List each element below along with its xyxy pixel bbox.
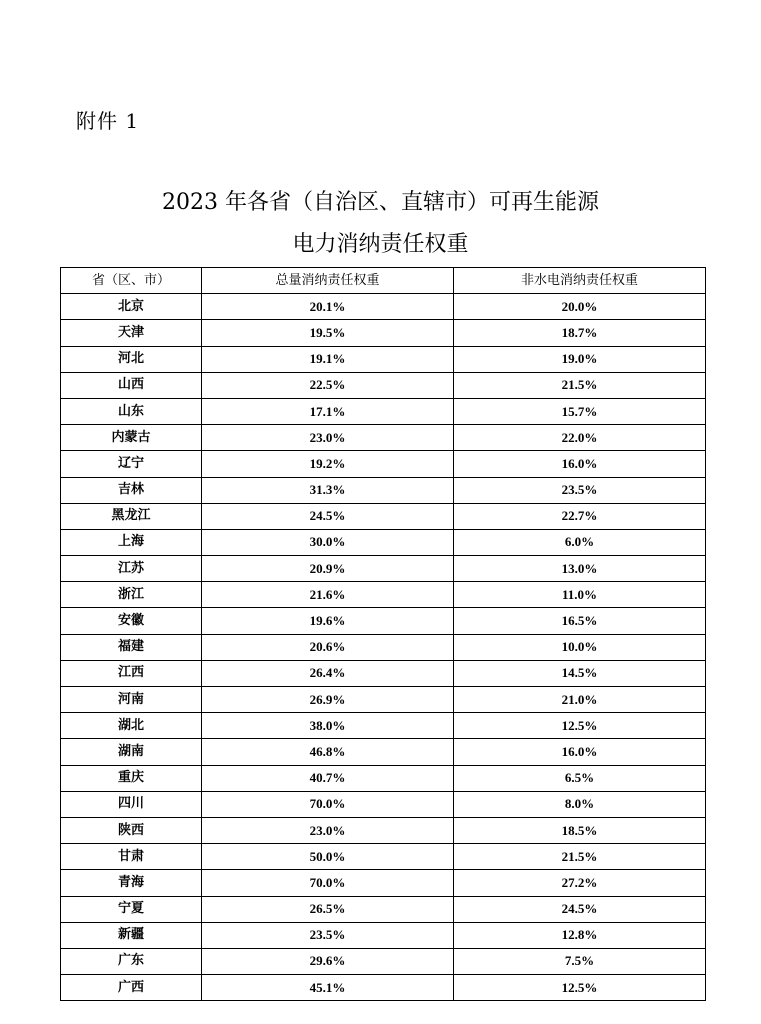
table-row bbox=[61, 660, 706, 686]
non-hydro-weight-cell: 18.5% bbox=[454, 817, 706, 843]
table-row bbox=[61, 948, 706, 974]
province-cell: 天津 bbox=[61, 320, 202, 346]
province-cell: 上海 bbox=[61, 529, 202, 555]
non-hydro-weight-cell: 12.5% bbox=[454, 975, 706, 1001]
province-cell: 河南 bbox=[61, 687, 202, 713]
total-weight-cell: 20.9% bbox=[202, 556, 454, 582]
total-weight-cell: 23.0% bbox=[202, 425, 454, 451]
non-hydro-weight-cell: 16.5% bbox=[454, 608, 706, 634]
table-row bbox=[61, 975, 706, 1001]
table-row bbox=[61, 634, 706, 660]
header-non-hydro-weight: 非水电消纳责任权重 bbox=[454, 268, 706, 294]
province-cell: 重庆 bbox=[61, 765, 202, 791]
non-hydro-weight-cell: 20.0% bbox=[454, 294, 706, 320]
non-hydro-weight-cell: 6.5% bbox=[454, 765, 706, 791]
province-cell: 江苏 bbox=[61, 556, 202, 582]
non-hydro-weight-cell: 12.8% bbox=[454, 922, 706, 948]
non-hydro-weight-cell: 16.0% bbox=[454, 451, 706, 477]
total-weight-cell: 31.3% bbox=[202, 477, 454, 503]
non-hydro-weight-cell: 23.5% bbox=[454, 477, 706, 503]
province-cell: 湖北 bbox=[61, 713, 202, 739]
province-cell: 北京 bbox=[61, 294, 202, 320]
total-weight-cell: 23.0% bbox=[202, 817, 454, 843]
province-cell: 山西 bbox=[61, 372, 202, 398]
province-cell: 宁夏 bbox=[61, 896, 202, 922]
table-row bbox=[61, 398, 706, 424]
table-row bbox=[61, 713, 706, 739]
table-body bbox=[61, 294, 706, 1001]
non-hydro-weight-cell: 18.7% bbox=[454, 320, 706, 346]
table-row bbox=[61, 817, 706, 843]
non-hydro-weight-cell: 13.0% bbox=[454, 556, 706, 582]
province-cell: 山东 bbox=[61, 398, 202, 424]
total-weight-cell: 20.6% bbox=[202, 634, 454, 660]
total-weight-cell: 22.5% bbox=[202, 372, 454, 398]
province-cell: 吉林 bbox=[61, 477, 202, 503]
province-cell: 陕西 bbox=[61, 817, 202, 843]
non-hydro-weight-cell: 8.0% bbox=[454, 791, 706, 817]
table-row bbox=[61, 739, 706, 765]
document-title-line-2: 电力消纳责任权重 bbox=[292, 232, 469, 257]
non-hydro-weight-cell: 14.5% bbox=[454, 660, 706, 686]
non-hydro-weight-cell: 7.5% bbox=[454, 948, 706, 974]
total-weight-cell: 46.8% bbox=[202, 739, 454, 765]
non-hydro-weight-cell: 10.0% bbox=[454, 634, 706, 660]
table-row bbox=[61, 451, 706, 477]
total-weight-cell: 30.0% bbox=[202, 529, 454, 555]
total-weight-cell: 40.7% bbox=[202, 765, 454, 791]
table-row bbox=[61, 320, 706, 346]
attachment-label: 附件 1 bbox=[76, 109, 140, 133]
table-row bbox=[61, 372, 706, 398]
non-hydro-weight-cell: 22.0% bbox=[454, 425, 706, 451]
total-weight-cell: 19.2% bbox=[202, 451, 454, 477]
non-hydro-weight-cell: 6.0% bbox=[454, 529, 706, 555]
non-hydro-weight-cell: 27.2% bbox=[454, 870, 706, 896]
table-row bbox=[61, 922, 706, 948]
non-hydro-weight-cell: 21.5% bbox=[454, 372, 706, 398]
province-cell: 内蒙古 bbox=[61, 425, 202, 451]
province-cell: 安徽 bbox=[61, 608, 202, 634]
non-hydro-weight-cell: 15.7% bbox=[454, 398, 706, 424]
province-cell: 湖南 bbox=[61, 739, 202, 765]
province-cell: 青海 bbox=[61, 870, 202, 896]
non-hydro-weight-cell: 11.0% bbox=[454, 582, 706, 608]
province-cell: 河北 bbox=[61, 346, 202, 372]
total-weight-cell: 19.6% bbox=[202, 608, 454, 634]
province-cell: 江西 bbox=[61, 660, 202, 686]
province-cell: 新疆 bbox=[61, 922, 202, 948]
total-weight-cell: 19.5% bbox=[202, 320, 454, 346]
document-title-line-1: 2023 年各省（自治区、直辖市）可再生能源 bbox=[162, 190, 599, 215]
total-weight-cell: 45.1% bbox=[202, 975, 454, 1001]
table-row bbox=[61, 346, 706, 372]
table-row bbox=[61, 556, 706, 582]
total-weight-cell: 19.1% bbox=[202, 346, 454, 372]
table-row bbox=[61, 870, 706, 896]
province-cell: 广西 bbox=[61, 975, 202, 1001]
total-weight-cell: 50.0% bbox=[202, 844, 454, 870]
total-weight-cell: 17.1% bbox=[202, 398, 454, 424]
total-weight-cell: 24.5% bbox=[202, 503, 454, 529]
non-hydro-weight-cell: 21.0% bbox=[454, 687, 706, 713]
non-hydro-weight-cell: 12.5% bbox=[454, 713, 706, 739]
table-row bbox=[61, 477, 706, 503]
province-cell: 黑龙江 bbox=[61, 503, 202, 529]
non-hydro-weight-cell: 19.0% bbox=[454, 346, 706, 372]
total-weight-cell: 23.5% bbox=[202, 922, 454, 948]
table-row bbox=[61, 294, 706, 320]
province-cell: 四川 bbox=[61, 791, 202, 817]
table-row bbox=[61, 529, 706, 555]
table-row bbox=[61, 425, 706, 451]
province-cell: 福建 bbox=[61, 634, 202, 660]
province-cell: 浙江 bbox=[61, 582, 202, 608]
table-row bbox=[61, 765, 706, 791]
province-cell: 辽宁 bbox=[61, 451, 202, 477]
header-total-weight: 总量消纳责任权重 bbox=[202, 268, 454, 294]
table-row bbox=[61, 582, 706, 608]
table-row bbox=[61, 503, 706, 529]
province-cell: 广东 bbox=[61, 948, 202, 974]
total-weight-cell: 26.5% bbox=[202, 896, 454, 922]
weights-table bbox=[60, 267, 706, 1001]
total-weight-cell: 38.0% bbox=[202, 713, 454, 739]
province-cell: 甘肃 bbox=[61, 844, 202, 870]
table-row bbox=[61, 791, 706, 817]
total-weight-cell: 26.4% bbox=[202, 660, 454, 686]
total-weight-cell: 20.1% bbox=[202, 294, 454, 320]
non-hydro-weight-cell: 22.7% bbox=[454, 503, 706, 529]
non-hydro-weight-cell: 21.5% bbox=[454, 844, 706, 870]
non-hydro-weight-cell: 16.0% bbox=[454, 739, 706, 765]
header-province: 省（区、市） bbox=[61, 268, 202, 294]
total-weight-cell: 21.6% bbox=[202, 582, 454, 608]
table-row bbox=[61, 896, 706, 922]
table-row bbox=[61, 844, 706, 870]
non-hydro-weight-cell: 24.5% bbox=[454, 896, 706, 922]
table-row bbox=[61, 687, 706, 713]
total-weight-cell: 29.6% bbox=[202, 948, 454, 974]
table-header-row bbox=[61, 268, 706, 294]
total-weight-cell: 70.0% bbox=[202, 791, 454, 817]
table-row bbox=[61, 608, 706, 634]
total-weight-cell: 26.9% bbox=[202, 687, 454, 713]
total-weight-cell: 70.0% bbox=[202, 870, 454, 896]
